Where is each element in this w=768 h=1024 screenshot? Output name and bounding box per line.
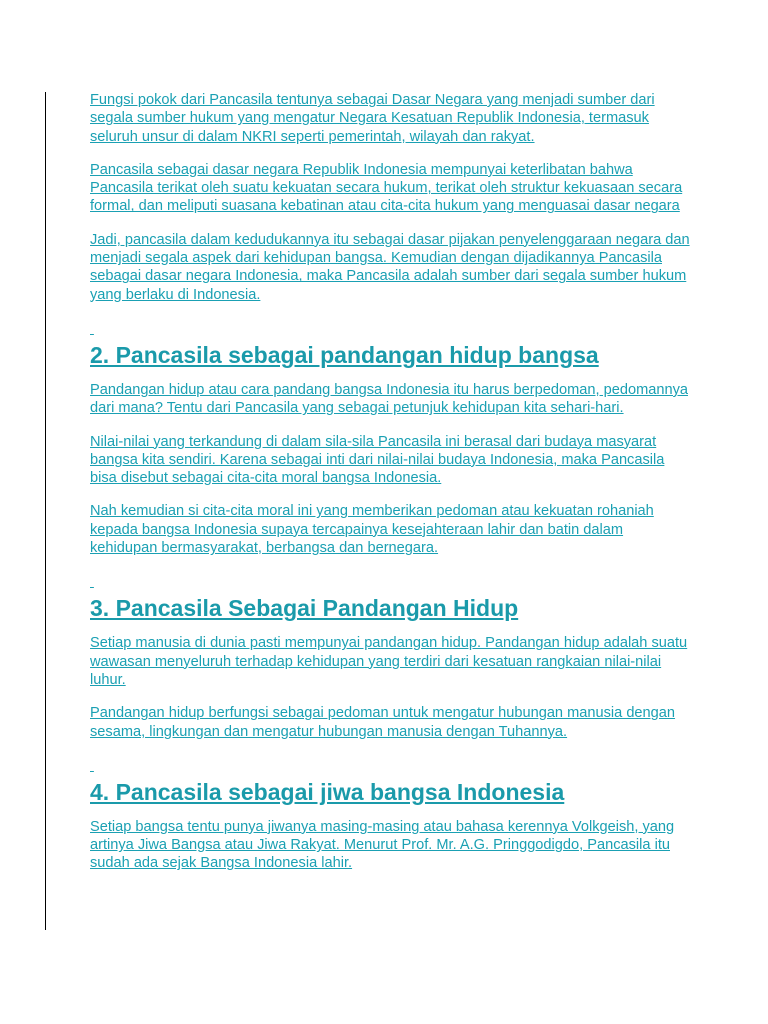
section-pandangan-hidup-bangsa (90, 341, 690, 557)
paragraph-link[interactable]: Pandangan hidup berfungsi sebagai pedoman untuk mengatur hubungan manusia dengan sesama, lingkungan dan mengatur hubungan manusia dengan Tuhannya. (90, 705, 676, 740)
section-heading[interactable]: 4. Pancasila sebagai jiwa bangsa Indonesia (90, 778, 565, 805)
paragraph-link[interactable]: Nilai-nilai yang terkandung di dalam sila-sila Pancasila ini berasal dari budaya masyarat bangsa kita sendiri. Karena sebagai inti dari nilai-nilai budaya Indonesia, maka Pancasila bisa disebut sebagai cita-cita moral bangsa Indonesia. (90, 433, 665, 487)
document-body (90, 91, 690, 888)
section-dasar-negara (90, 91, 690, 304)
section-jiwa-bangsa (90, 778, 690, 873)
paragraph-link[interactable]: Nah kemudian si cita-cita moral ini yang memberikan pedoman atau kekuatan rohaniah kepada bangsa Indonesia supaya tercapainya kesejahteraan lahir dan batin dalam kehidupan bermasyarakat, berbangsa dan bernegara. (90, 503, 654, 557)
paragraph-link[interactable]: Fungsi pokok dari Pancasila tentunya sebagai Dasar Negara yang menjadi sumber dari segala sumber hukum yang mengatur Negara Kesatuan Republik Indonesia, termasuk seluruh unsur di dalam NKRI seperti pemerintah, wilayah dan rakyat. (90, 92, 655, 145)
section-pandangan-hidup (90, 594, 690, 740)
empty-link-mark (90, 572, 690, 590)
empty-link-mark (90, 756, 690, 774)
paragraph-link[interactable]: Jadi, pancasila dalam kedudukannya itu sebagai dasar pijakan penyelenggaraan negara dan menjadi segala aspek dari kehidupan bangsa. Kemudian dengan dijadikannya Pancasila sebagai dasar negara Indonesia, maka Pancasila adalah sumber dari segala sumber hukum yang berlaku di Indonesia. (90, 231, 690, 303)
paragraph-link[interactable]: Setiap bangsa tentu punya jiwanya masing-masing atau bahasa kerennya Volkgeish, yang artinya Jiwa Bangsa atau Jiwa Rakyat. Menurut Prof. Mr. A.G. Pringgodigdo, Pancasila itu sudah ada sejak Bangsa Indonesia lahir. (90, 818, 675, 872)
section-heading[interactable]: 2. Pancasila sebagai pandangan hidup bangsa (90, 341, 599, 368)
empty-link-mark (90, 319, 690, 337)
paragraph-link[interactable]: Pandangan hidup atau cara pandang bangsa Indonesia itu harus berpedoman, pedomannya dari mana? Tentu dari Pancasila yang sebagai petunjuk kehidupan kita sehari-hari. (90, 381, 689, 417)
section-heading[interactable]: 3. Pancasila Sebagai Pandangan Hidup (90, 595, 519, 622)
paragraph-link[interactable]: Setiap manusia di dunia pasti mempunyai pandangan hidup. Pandangan hidup adalah suatu wawasan menyeluruh terhadap kehidupan yang terdiri dari kesatuan rangkaian nilai-nilai luhur. (90, 635, 688, 688)
paragraph-link[interactable]: Pancasila sebagai dasar negara Republik Indonesia mempunyai keterlibatan bahwa Pancasila terikat oleh suatu kekuatan secara hukum, terikat oleh struktur kekuasaan secara formal, dan meliputi suasana kebatinan atau cita-cita hukum yang menguasai dasar negara (90, 161, 683, 215)
page-margin-line (45, 92, 46, 930)
